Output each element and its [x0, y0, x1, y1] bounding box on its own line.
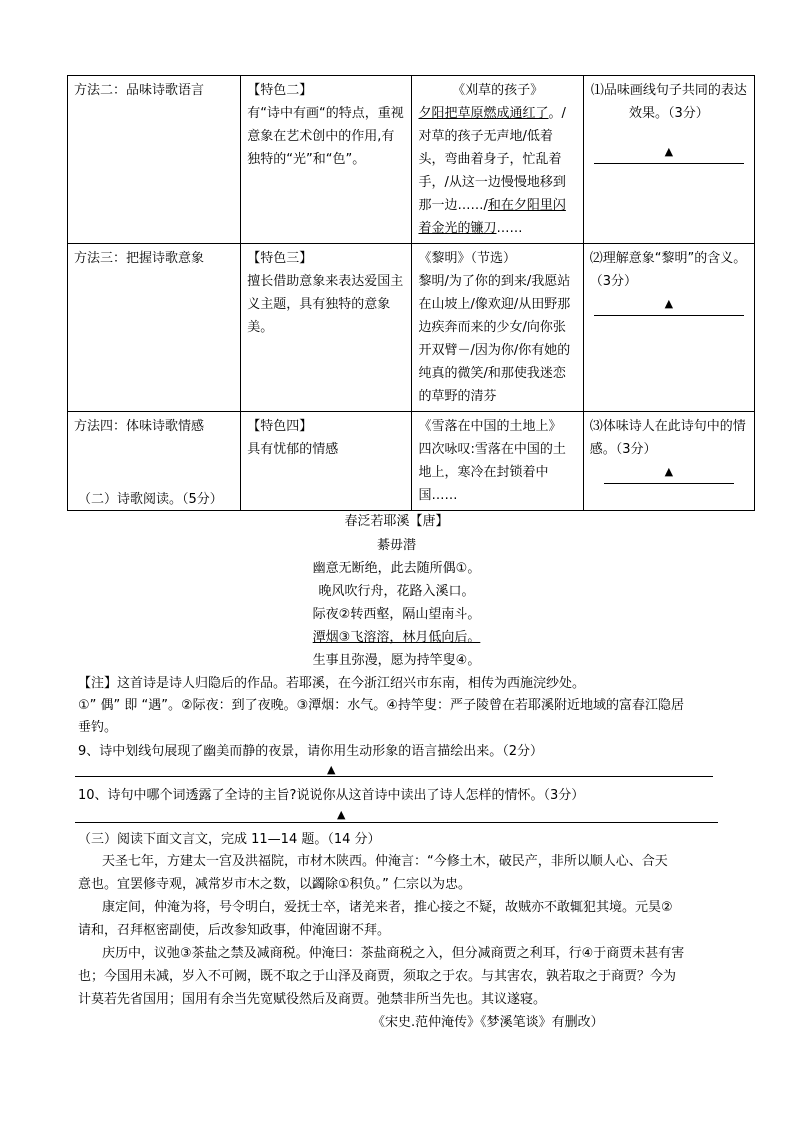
method-cell: 方法二：品味诗歌语言: [68, 76, 241, 244]
method-cell: 方法四：体味诗歌情感: [68, 412, 241, 511]
question-text: ⑶体味诗人在此诗句中的情感。（3分）: [589, 419, 746, 457]
answer-line[interactable]: [75, 776, 713, 777]
method-cell: 方法三：把握诗歌意象: [68, 244, 241, 412]
poem-line: 幽意无断绝，此去随所偶①。: [312, 561, 481, 576]
section-heading: （二）诗歌阅读。（5分）: [78, 492, 223, 507]
answer-line[interactable]: [75, 822, 718, 823]
question-cell: [583, 76, 754, 244]
feature-body: 擅长借助意象来表达爱国主义主题，具有独特的意象美。: [247, 274, 404, 335]
poet-name: 綦毋潜: [376, 538, 416, 553]
question-text: ⑴品味画线句子共同的表达效果。（3分）: [590, 83, 747, 121]
feature-title: 【特色二】: [247, 83, 313, 98]
question-9: 9、诗中划线句展现了幽美而静的夜景，请你用生动形象的语言描绘出来。（2分）: [78, 744, 544, 759]
feature-cell: [241, 76, 412, 244]
underlined-line: 和在夕阳里闪着金光的镰刀: [418, 198, 566, 236]
feature-title: 【特色三】: [247, 251, 313, 266]
feature-body: 有“诗中有画“的特点，重视意象在艺术创中的作用,有独特的“光”和“色”。: [247, 106, 404, 167]
answer-area[interactable]: [590, 465, 748, 484]
question-cell: [583, 412, 754, 511]
answer-marker: ▲: [327, 763, 336, 776]
source-citation: 《宋史.范仲淹传》《梦溪笔谈》有删改）: [372, 1015, 604, 1030]
poem-cell: [412, 76, 583, 244]
poem-line: 生事且弥漫，愿为持竿叟④。: [312, 653, 481, 668]
feature-title: 【特色四】: [247, 419, 313, 434]
note-text: 【注】这首诗是诗人归隐后的作品。若耶溪，在今浙江绍兴市东南，相传为西施浣纱处。: [78, 676, 586, 691]
table-row: [68, 76, 755, 244]
poem-line: 际夜②转西壑，隔山望南斗。: [312, 607, 481, 622]
methods-table: [67, 75, 755, 511]
poem-cell: [412, 412, 583, 511]
answer-marker: ▲: [337, 808, 346, 821]
poem-body: 黎明/为了你的到来/我愿站在山坡上/像欢迎/从田野那边疾奔而来的少女/向你张开双臂－/因为你/你有她的纯真的微笑/和那使我迷恋的草野的清芬: [418, 274, 571, 404]
note-text: ①” 偶” 即 “遇”。②际夜：到了夜晚。③潭烟：水气。④持竿叟：严子陵曾在若耶溪附近地域的富春江隐居: [78, 698, 684, 713]
answer-marker: ▲: [664, 145, 674, 158]
poem-title: 春泛若耶溪【唐】: [344, 514, 449, 529]
feature-cell: [241, 244, 412, 412]
passage-text: 康定间，仲淹为将，号令明白，爱抚士卒，诸羌来者，推心接之不疑，故贼亦不敢辄犯其境。元昊②: [102, 900, 673, 915]
table-row: [68, 244, 755, 412]
poem-body: 四次咏叹:雪落在中国的土地上，寒冷在封锁着中国……: [418, 442, 566, 503]
answer-marker: ▲: [664, 465, 674, 478]
answer-line: [594, 163, 744, 164]
poem-title: 《黎明》（节选）: [418, 251, 516, 266]
poem-line-underlined: 潭烟③飞溶溶，林月低向后。: [312, 630, 481, 645]
answer-area[interactable]: [590, 145, 748, 164]
answer-area[interactable]: [590, 297, 748, 316]
answer-line: [594, 315, 744, 316]
passage-text: 天圣七年，方建太一宫及洪福院，市材木陕西。仲淹言：“今修土木，破民产，非所以顺人心、合天: [102, 854, 668, 869]
passage-text: 庆历中，议弛③茶盐之禁及减商税。仲淹曰：茶盐商税之入，但分减商贾之利耳，行④于商贾未甚有害: [102, 946, 685, 961]
passage-text: 计莫若先省国用；国用有余当先宽赋役然后及商贾。弛禁非所当先也。其议遂寝。: [78, 992, 547, 1007]
poem-title: 《雪落在中国的土地上》: [418, 419, 562, 434]
answer-line: [604, 483, 734, 484]
passage-text: 意也。宜罢修寺观，减常岁市木之数，以蠲除①积负。” 仁宗以为忠。: [78, 877, 472, 892]
poem-title: 《刈草的孩子》: [452, 83, 544, 98]
question-text: ⑵理解意象“黎明”的含义。（3分）: [589, 251, 747, 289]
section-heading: （三）阅读下面文言文，完成 11—14 题。（14 分）: [78, 832, 381, 847]
underlined-line: 夕阳把草原燃成通红了: [418, 106, 549, 121]
answer-marker: ▲: [664, 297, 674, 310]
question-cell: [583, 244, 754, 412]
feature-body: 具有忧郁的情感: [247, 442, 339, 457]
passage-text: 请和，召拜枢密副使，后改参知政事，仲淹固谢不拜。: [78, 923, 391, 938]
poem-line: 晚风吹行舟，花路入溪口。: [318, 584, 475, 599]
poem-cell: [412, 244, 583, 412]
poem-body: 夕阳把草原燃成通红了。/对草的孩子无声地/低着头，弯曲着身子，忙乱着手，/从这一边慢慢地移到那一边……/和在夕阳里闪着金光的镰刀……: [418, 106, 566, 236]
feature-cell: [241, 412, 412, 511]
note-text: 垂钓。: [78, 720, 118, 735]
passage-text: 也；今国用未减，岁入不可阙，既不取之于山泽及商贾，须取之于农。与其害农，孰若取之于商贾？今为: [78, 969, 677, 984]
question-10: 10、诗句中哪个词透露了全诗的主旨?说说你从这首诗中读出了诗人怎样的情怀。（3分）: [78, 788, 585, 803]
